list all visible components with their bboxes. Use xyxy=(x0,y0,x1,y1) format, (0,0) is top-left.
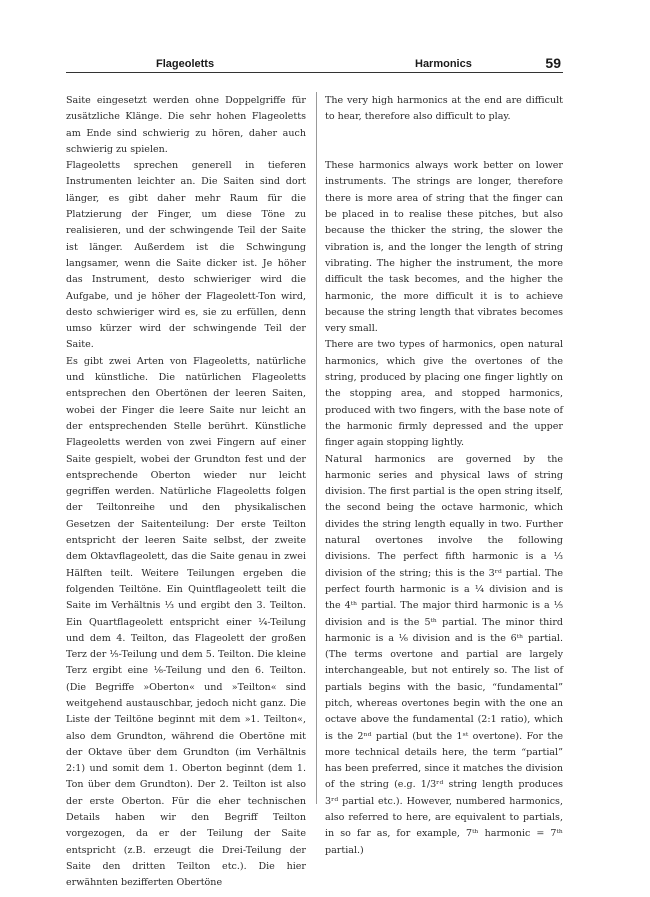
english-paragraph: The very high harmonics at the end are difficult to hear, therefore also difficult to play. xyxy=(325,95,563,123)
page-number: 59 xyxy=(545,55,561,71)
english-paragraph: These harmonics always work better on lower instruments. The strings are longer, therefore there is more area of string that the finger can be placed in to realise these pitches, but also because the thicker the string, the slower the vibration is, and the longer the length of string vibrating. The higher the instrument, the more difficult the task becomes, and the higher the harmonic, the more difficult it is to achieve because the string length that vibrates becomes very small. xyxy=(325,160,563,335)
german-column xyxy=(66,93,306,892)
english-paragraph: There are two types of harmonics, open natural harmonics, which give the overtones of the string, produced by placing one finger lightly on the stopping area, and stopped harmonics, produced with two fingers, with the base note of the harmonic firmly depressed and the upper finger again stopping lightly. xyxy=(325,339,563,449)
german-section-title: Flageoletts xyxy=(156,58,215,70)
german-paragraph: Flageoletts sprechen generell in tieferen Instrumenten leichter an. Die Saiten sind dort länger, es gibt daher mehr Raum für die Platzierung der Finger, um diese Töne zu realisieren, und der schwingende Teil der Saite ist länger. Außerdem ist die Schwingung langsamer, wenn die Saite dicker ist. Je höher das Instrument, desto schwieriger wird die Aufgabe, und je höher der Flageolett-Ton wird, desto schwieriger wird es, sie zu erfüllen, denn umso kürzer wird der schwingende Teil der Saite. xyxy=(66,160,306,351)
english-paragraph: Natural harmonics are governed by the harmonic series and physical laws of string division. The first partial is the open string itself, the second being the octave harmonic, which divides the string length equally in two. Further natural overtones involve the following divisions. The perfect fifth harmonic is a ¹⁄₃ division of the string; this is the 3ʳᵈ partial. The perfect fourth harmonic is a ¹⁄₄ division and is the 4ᵗʰ partial. The major third harmonic is a ¹⁄₅ division and is the 5ᵗʰ partial. The minor third harmonic is a ¹⁄₆ division and is the 6ᵗʰ partial. (The terms overtone and partial are largely interchangeable, but not entirely so. The list of partials begins with the basic, “fundamental” pitch, whereas overtones begin with the one an octave above the fundamental (2:1 ratio), which is the 2ⁿᵈ partial (but the 1ˢᵗ overtone). For the more technical details here, the term “partial” has been preferred, since it matches the division of the string (e.g. 1/3ʳᵈ string length produces 3ʳᵈ partial etc.). However, numbered harmonics, also referred to here, are equivalent to partials, in so far as, for example, 7ᵗʰ harmonic = 7ᵗʰ partial.) xyxy=(325,453,563,856)
english-column xyxy=(325,93,563,859)
german-paragraph: Es gibt zwei Arten von Flageoletts, natürliche und künstliche. Die natürlichen Flageoletts entsprechen den Obertönen der leeren Saiten, wobei der Finger die leere Saite nur leicht an der entsprechenden Stelle berührt. Künstliche Flageoletts werden von zwei Fingern auf einer Saite gespielt, wobei der Grundton fest und der entsprechende Oberton wieder nur leicht gegriffen werden. Natürliche Flageoletts folgen der Teiltonreihe und den physikalischen Gesetzen der Saitenteilung: Der erste Teilton entspricht der leeren Saite selbst, der zweite dem Oktavflageolett, das die Saite genau in zwei Hälften teilt. Weitere Teilungen ergeben die folgenden Teiltöne. Ein Quintflageolett teilt die Saite im Verhältnis ¹⁄₃ und ergibt den 3. Teilton. Ein Quartflageolett entspricht einer ¹⁄₄-Teilung und dem 4. Teilton, das Flageolett der großen Terz der ¹⁄₅-Teilung und dem 5. Teilton. Die kleine Terz ergibt eine ¹⁄₆-Teilung und den 6. Teilton. (Die Begriffe »Oberton« und »Teilton« sind weitgehend austauschbar, jedoch nicht ganz. Die Liste der Teiltöne beginnt mit dem »1. Teilton«, also dem Grundton, während die Obertöne mit der Oktave über dem Grundton (im Verhältnis 2:1) und somit dem 1. Oberton beginnt (dem 1. Ton über dem Grundton). Der 2. Teilton ist also der erste Oberton. Für die eher technischen Details haben wir den Begriff Teilton vorgezogen, da er der Teilung der Saite entspricht (z.B. erzeugt die Drei-Teilung der Saite den dritten Teilton etc.). Die hier erwähnten bezifferten Obertöne xyxy=(66,355,306,889)
header-rule xyxy=(66,72,563,73)
running-header xyxy=(66,55,563,74)
german-paragraph: Saite eingesetzt werden ohne Doppelgriffe für zusätzliche Klänge. Die sehr hohen Flageoletts am Ende sind schwierig zu hören, daher auch schwierig zu spielen. xyxy=(66,95,306,155)
english-section-title: Harmonics xyxy=(415,58,472,70)
column-divider xyxy=(316,92,317,804)
paragraph-spacer xyxy=(325,126,563,159)
